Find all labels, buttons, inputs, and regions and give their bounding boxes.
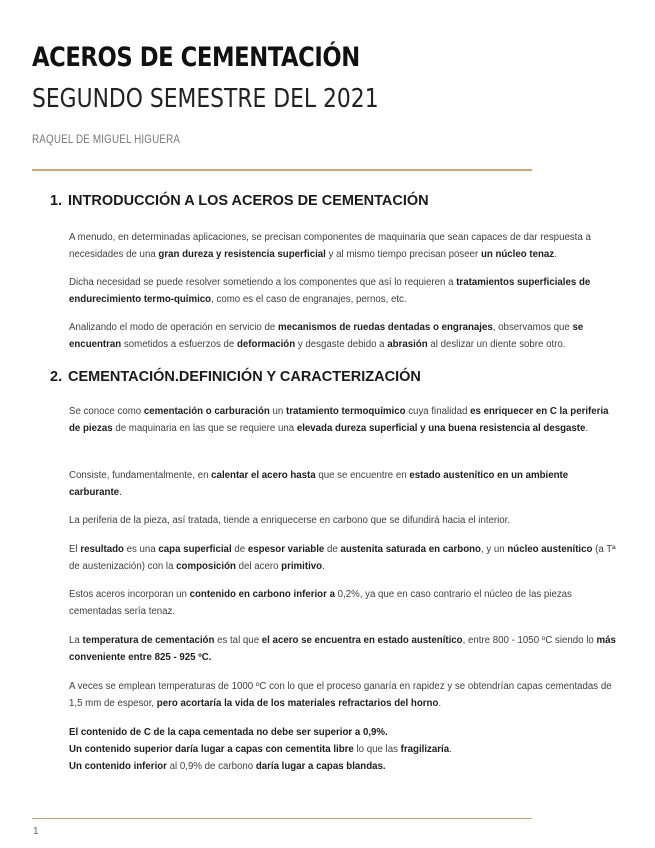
paragraph: Un contenido superior daría lugar a capas con cementita libre lo que las fragilizaría.	[69, 744, 452, 755]
document-title: ACEROS DE CEMENTACIÓN	[32, 42, 360, 73]
paragraph: La temperatura de cementación es tal que el acero se encuentra en estado austenítico, entre 800 - 1050 ºC siendo lo más conveniente entre 825 - 925 ºC.	[69, 635, 616, 663]
footer-divider	[32, 818, 532, 819]
document-subtitle: SEGUNDO SEMESTRE DEL 2021	[32, 84, 379, 114]
paragraph: Consiste, fundamentalmente, en calentar el acero hasta que se encuentre en estado austenítico en un ambiente carburante.	[69, 470, 569, 498]
section-title: INTRODUCCIÓN A LOS ACEROS DE CEMENTACIÓN	[68, 193, 429, 209]
paragraph: Dicha necesidad se puede resolver sometiendo a los componentes que así lo requieren a tratamientos superficiales de endurecimiento termo-químico, como es el caso de engranajes, pernos, etc.	[69, 277, 591, 305]
section-heading	[50, 193, 429, 209]
paragraph: Un contenido inferior al 0,9% de carbono daría lugar a capas blandas.	[69, 761, 386, 772]
paragraph: Estos aceros incorporan un contenido en carbono inferior a 0,2%, ya que en caso contrario el núcleo de las piezas cementadas sería tenaz.	[69, 589, 572, 617]
section-heading	[50, 369, 421, 385]
paragraph: El resultado es una capa superficial de espesor variable de austenita saturada en carbono, y un núcleo austenítico (a Tª de austenización) con la composición del acero primitivo.	[69, 544, 616, 572]
paragraph: El contenido de C de la capa cementada no debe ser superior a 0,9%.	[69, 727, 388, 738]
paragraph: A menudo, en determinadas aplicaciones, se precisan componentes de maquinaria que sean capaces de dar respuesta a necesidades de una gran dureza y resistencia superficial y al mismo tiempo precisan poseer un núcleo tenaz.	[69, 232, 591, 260]
paragraph: Se conoce como cementación o carburación un tratamiento termoquímico cuya finalidad es enriquecer en C la periferia de piezas de maquinaria en las que se requiere una elevada dureza superficial y una buena resistencia al desgaste.	[69, 406, 609, 434]
paragraph: Analizando el modo de operación en servicio de mecanismos de ruedas dentadas o engranajes, observamos que se encuentran sometidos a esfuerzos de deformación y desgaste debido a abrasión al deslizar un diente sobre otro.	[69, 322, 584, 350]
author-name: RAQUEL DE MIGUEL HIGUERA	[32, 132, 181, 146]
page-number: 1	[33, 826, 39, 837]
section-title: CEMENTACIÓN.DEFINICIÓN Y CARACTERIZACIÓN	[68, 369, 421, 385]
header-divider	[32, 169, 532, 171]
paragraph: La periferia de la pieza, así tratada, tiende a enriquecerse en carbono que se difundirá hacia el interior.	[69, 515, 511, 526]
paragraph: A veces se emplean temperaturas de 1000 ºC con lo que el proceso ganaría en rapidez y se obtendrían capas cementadas de 1,5 mm de espesor, pero acortaría la vida de los materiales refractarios del horno.	[69, 681, 612, 709]
section-number: 1.	[50, 193, 63, 209]
section-number: 2.	[50, 369, 63, 385]
